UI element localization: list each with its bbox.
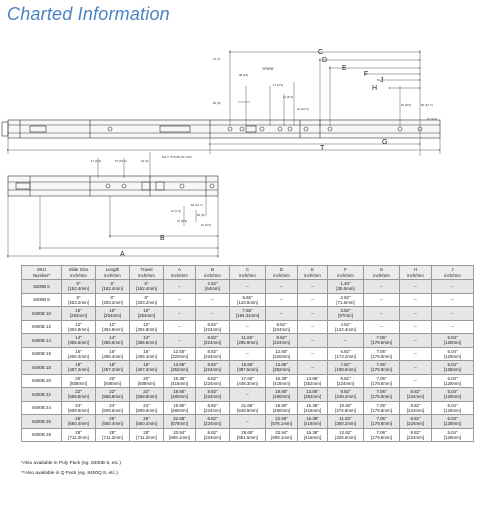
sku-cell: 8400B 28 <box>22 428 62 442</box>
table-cell: 10" [254mm] <box>62 307 96 321</box>
table-cell: 18" [457.2mm] <box>62 361 96 375</box>
note-9: .50 [12.7] <box>420 103 433 107</box>
table-cell: 18.90" [480mm] <box>266 401 298 415</box>
table-header-row <box>22 266 474 280</box>
technical-drawing <box>0 26 480 262</box>
table-cell: – <box>400 307 432 321</box>
table-cell: 20" [508mm] <box>130 374 164 388</box>
dim-label-b: B <box>160 235 165 242</box>
table-cell: – <box>400 320 432 334</box>
table-cell: 12" [304.8mm] <box>62 320 96 334</box>
dim-label-a: A <box>120 251 125 258</box>
table-cell: 8" [203.2mm] <box>96 293 130 307</box>
table-cell: 14" [355.6mm] <box>96 334 130 348</box>
footnote-poly-pack: *Also available in Poly Pack (eg. 8400B 8, etc.) <box>21 461 121 466</box>
table-cell: 6" [152.4mm] <box>130 280 164 294</box>
table-cell: 5.04" [128mm] <box>432 415 474 429</box>
table-cell: – <box>164 293 196 307</box>
dim-label-e: E <box>342 65 347 72</box>
table-cell: 24" [609.6mm] <box>62 401 96 415</box>
table-cell: 2.52" [64mm] <box>196 280 230 294</box>
table-cell: 28" [711.2mm] <box>96 428 130 442</box>
table-cell: 8" [203.2mm] <box>62 293 96 307</box>
table-cell: 12" [304.8mm] <box>130 320 164 334</box>
table-cell: – <box>432 293 474 307</box>
table-cell: 13.86" [352mm] <box>298 388 328 402</box>
table-header-cell: H inch/mm <box>400 266 432 280</box>
bottom-dimensions <box>8 152 218 258</box>
table-cell: 7.06" [179.8mm] <box>364 334 400 348</box>
table-cell: 7.06" [179.8mm] <box>364 374 400 388</box>
table-cell: 18.90" [480mm] <box>266 388 298 402</box>
table-cell: 8.82" [224mm] <box>266 320 298 334</box>
note-18: .20 [5] <box>196 213 205 217</box>
table-cell: – <box>298 361 328 375</box>
table-cell: 5.04" [128mm] <box>432 334 474 348</box>
table-row <box>22 361 474 375</box>
note-12: .17 [4.3] <box>90 159 101 163</box>
table-cell: 6" [152.4mm] <box>62 280 96 294</box>
table-cell: 24" [609.6mm] <box>130 401 164 415</box>
table-row <box>22 374 474 388</box>
top-slide-view <box>2 120 440 138</box>
table-header-cell: Length inch/mm <box>96 266 130 280</box>
table-cell: 10.82" [274.8mm] <box>328 401 364 415</box>
table-cell: 7.06" [179.8mm] <box>364 428 400 442</box>
table-cell: – <box>230 388 266 402</box>
table-cell: 25.65" [651.5mm] <box>230 428 266 442</box>
table-cell: 7.06" [179.8mm] <box>364 415 400 429</box>
table-cell: – <box>298 347 328 361</box>
table-cell: 26" [660.4mm] <box>62 415 96 429</box>
table-cell: 15.65" [397.5mm] <box>230 361 266 375</box>
table-cell: – <box>298 280 328 294</box>
note-16: .50 [12.7] <box>190 203 203 207</box>
note-10: .37 [9.3] <box>426 117 437 121</box>
table-cell: 22.68" [576mm] <box>164 415 196 429</box>
table-header-cell: J inch/mm <box>432 266 474 280</box>
table-cell: 7.06" [179.8mm] <box>364 347 400 361</box>
table-cell: 8.82" [224mm] <box>400 388 432 402</box>
sku-cell: 8400B 12 <box>22 320 62 334</box>
table-cell: – <box>266 293 298 307</box>
table-cell: 8" [203.2mm] <box>130 293 164 307</box>
table-cell: – <box>400 374 432 388</box>
sku-cell: 8400B 22 <box>22 388 62 402</box>
table-cell: – <box>364 320 400 334</box>
table-row <box>22 293 474 307</box>
table-cell: 8.82" [224mm] <box>196 374 230 388</box>
table-row <box>22 415 474 429</box>
table-cell: 16.38" [416mm] <box>298 415 328 429</box>
table-cell: 14" [355.6mm] <box>130 334 164 348</box>
table-cell: – <box>364 280 400 294</box>
table-cell: 5.04" [128mm] <box>432 401 474 415</box>
table-cell: 16.38" [416mm] <box>266 374 298 388</box>
table-cell: 8.82" [224mm] <box>328 374 364 388</box>
table-cell: 16" [406.4mm] <box>62 347 96 361</box>
table-cell: 7.65" [194.31mm] <box>230 307 266 321</box>
table-cell: – <box>230 415 266 429</box>
table-row <box>22 307 474 321</box>
table-cell: 12.82" [325.6mm] <box>328 428 364 442</box>
table-cell: 13.86" [352mm] <box>298 374 328 388</box>
table-cell: 13.86" [352mm] <box>266 361 298 375</box>
dimension-table-container <box>21 265 473 442</box>
table-cell: 22" [558.8mm] <box>130 388 164 402</box>
dim-label-f: F <box>364 71 369 78</box>
table-cell: 16.38" [416mm] <box>298 401 328 415</box>
table-cell: 6" [152.4mm] <box>96 280 130 294</box>
top-dimensions <box>8 50 440 156</box>
table-cell: 7.06" [179.8mm] <box>364 361 400 375</box>
table-header-cell: D inch/mm <box>266 266 298 280</box>
table-header-cell: C inch/mm <box>230 266 266 280</box>
note-17: .37 [9.3] <box>176 219 187 223</box>
sku-cell: 8400B 6 <box>22 280 62 294</box>
note-15: .31 [7.9] <box>170 209 181 213</box>
table-cell: 17.65" [448.3mm] <box>230 374 266 388</box>
table-cell: – <box>196 307 230 321</box>
footnote-q-pack: **Also available in Q Pack (eg. 8400Q 8, etc.) <box>21 471 118 476</box>
table-cell: 20" [508mm] <box>96 374 130 388</box>
table-cell: 7.06" [179.8mm] <box>364 388 400 402</box>
table-cell: 5.65" [143.5mm] <box>230 293 266 307</box>
table-cell: 22" [558.8mm] <box>62 388 96 402</box>
table-cell: 19.90" [480mm] <box>164 401 196 415</box>
dim-label-t: T <box>320 145 325 152</box>
table-cell: 2.82" [71.6mm] <box>328 293 364 307</box>
table-cell: – <box>328 334 364 348</box>
table-cell: 16.38" [416mm] <box>298 428 328 442</box>
table-cell: – <box>298 293 328 307</box>
table-cell: – <box>400 280 432 294</box>
table-cell: 8.82" [224mm] <box>196 401 230 415</box>
table-cell: 12" [304.8mm] <box>96 320 130 334</box>
dim-label-d: D <box>322 57 328 64</box>
table-cell: – <box>298 307 328 321</box>
table-cell: – <box>432 320 474 334</box>
table-cell: 26" [660.4mm] <box>96 415 130 429</box>
table-cell: – <box>266 307 298 321</box>
table-row <box>22 428 474 442</box>
table-header-cell: Travel inch/mm <box>130 266 164 280</box>
table-cell: 8.82" [224mm] <box>196 347 230 361</box>
table-cell: 1.40" [35.6mm] <box>328 280 364 294</box>
table-cell: 22" [558.8mm] <box>96 388 130 402</box>
table-cell: 5.04" [128mm] <box>432 428 474 442</box>
note-19: .21 [5.3] <box>200 223 211 227</box>
table-cell: – <box>400 334 432 348</box>
note-13: .76 [19.3] <box>114 159 127 163</box>
dim-label-g: G <box>382 139 388 146</box>
table-row <box>22 401 474 415</box>
table-cell: 18" [457.2mm] <box>96 361 130 375</box>
table-cell: 8.82" [224mm] <box>196 320 230 334</box>
page-title: Charted Information <box>7 4 170 24</box>
note-6: .21 [5.3] <box>282 95 293 99</box>
sku-cell: 8400B 20 <box>22 374 62 388</box>
table-cell: 23.94" [608.1mm] <box>164 428 196 442</box>
table-cell: 5.04" [128mm] <box>432 374 474 388</box>
table-cell: – <box>164 280 196 294</box>
note-2: .48 [12] <box>238 73 249 77</box>
table-cell: 7.82" [198.6mm] <box>328 361 364 375</box>
table-cell: 4.82" [122.4mm] <box>328 320 364 334</box>
note-3: .20 [5] <box>212 101 221 105</box>
table-cell: 3.82" [97mm] <box>328 307 364 321</box>
table-cell: – <box>400 361 432 375</box>
footnotes <box>21 459 121 479</box>
table-cell: 8.82" [224mm] <box>196 388 230 402</box>
table-cell: 8.82" [224mm] <box>196 415 230 429</box>
top-small-notes <box>212 57 437 121</box>
table-cell: 26" [660.4mm] <box>130 415 164 429</box>
table-cell: 8.82" [224mm] <box>400 428 432 442</box>
sku-cell: 8400B 14 <box>22 334 62 348</box>
table-cell: – <box>164 334 196 348</box>
table-cell: 5.04" [128mm] <box>432 361 474 375</box>
table-cell: 7.06" [179.8mm] <box>364 401 400 415</box>
table-cell: – <box>266 280 298 294</box>
table-header-cell: G inch/mm <box>364 266 400 280</box>
table-cell: 11.82" [300.2mm] <box>328 415 364 429</box>
table-cell: 18" [457.2mm] <box>130 361 164 375</box>
table-cell: – <box>230 280 266 294</box>
table-header-cell: E inch/mm <box>298 266 328 280</box>
table-cell: 23.94" [608.1mm] <box>266 428 298 442</box>
table-cell: – <box>164 307 196 321</box>
table-header-cell: F inch/mm <box>328 266 364 280</box>
table-header-cell: A inch/mm <box>164 266 196 280</box>
table-cell: 8.82" [224mm] <box>400 415 432 429</box>
note-1: .27 [7] <box>212 57 221 61</box>
table-cell: 8.82" [224mm] <box>196 334 230 348</box>
table-cell: – <box>164 320 196 334</box>
table-cell: 14" [355.6mm] <box>62 334 96 348</box>
sku-cell: 8400B 8 <box>22 293 62 307</box>
table-cell: 18.90" [480mm] <box>164 388 196 402</box>
table-header-cell: Slide Size inch/mm <box>62 266 96 280</box>
table-cell: 10" [254mm] <box>130 307 164 321</box>
table-cell: 13.86" [352mm] <box>164 361 196 375</box>
table-cell: 16" [406.4mm] <box>96 347 130 361</box>
note-14: .16 [4] <box>140 159 149 163</box>
note-4: .37 [9.3] <box>262 67 273 71</box>
table-row <box>22 334 474 348</box>
note-8: .34 [8.6] <box>400 103 411 107</box>
table-cell: 8.82" [224mm] <box>400 401 432 415</box>
table-cell: 28" [711.2mm] <box>62 428 96 442</box>
table-cell: – <box>230 347 266 361</box>
table-cell: – <box>364 293 400 307</box>
table-cell: 8.82" [224mm] <box>196 428 230 442</box>
sku-cell: 8400B 18 <box>22 361 62 375</box>
table-cell: 16" [406.4mm] <box>130 347 164 361</box>
table-cell: 28" [711.2mm] <box>130 428 164 442</box>
table-cell: – <box>298 320 328 334</box>
table-cell: 22.68" [576.1mm] <box>266 415 298 429</box>
table-cell: 20" [508mm] <box>62 374 96 388</box>
note-5: .17 [4.3] <box>272 83 283 87</box>
table-row <box>22 388 474 402</box>
dim-label-j: J <box>380 77 384 84</box>
table-cell: – <box>230 320 266 334</box>
note-11: M4 X .875 #8-32 TH'D <box>162 155 192 159</box>
table-cell: – <box>196 293 230 307</box>
table-row <box>22 280 474 294</box>
table-cell: 6.82" [173.2mm] <box>328 347 364 361</box>
dim-label-c: C <box>318 49 324 56</box>
table-cell: – <box>400 293 432 307</box>
table-row <box>22 347 474 361</box>
sku-cell: 8400B 24 <box>22 401 62 415</box>
table-cell: 5.04" [128mm] <box>432 347 474 361</box>
table-cell: – <box>298 334 328 348</box>
table-cell: – <box>364 307 400 321</box>
table-cell: – <box>400 347 432 361</box>
table-cell: – <box>432 307 474 321</box>
table-header-cell: B inch/mm <box>196 266 230 280</box>
bottom-dimension-letters <box>120 235 165 258</box>
table-cell: 12.60" [320mm] <box>164 347 196 361</box>
table-cell: 10" [254mm] <box>96 307 130 321</box>
table-cell: 24" [609.6mm] <box>96 401 130 415</box>
dimension-table <box>21 265 474 442</box>
table-cell: 16.38" [416mm] <box>164 374 196 388</box>
sku-cell: 8400B 10 <box>22 307 62 321</box>
table-cell: – <box>432 280 474 294</box>
dim-label-h: H <box>372 85 378 92</box>
table-cell: 21.65" [549.9mm] <box>230 401 266 415</box>
table-row <box>22 320 474 334</box>
table-cell: 12.60" [320mm] <box>266 347 298 361</box>
sku-cell: 8400B 26 <box>22 415 62 429</box>
note-7: .42 [10.6] <box>296 107 309 111</box>
table-cell: 9.82" [249.4mm] <box>328 388 364 402</box>
table-cell: 11.65" [295.9mm] <box>230 334 266 348</box>
bottom-slide-view <box>8 176 218 196</box>
sku-cell: 8400B 16 <box>22 347 62 361</box>
table-cell: 8.82" [224mm] <box>196 361 230 375</box>
table-header-cell: SKU Number* <box>22 266 62 280</box>
table-cell: 8.82" [224mm] <box>266 334 298 348</box>
table-cell: 5.04" [128mm] <box>432 388 474 402</box>
